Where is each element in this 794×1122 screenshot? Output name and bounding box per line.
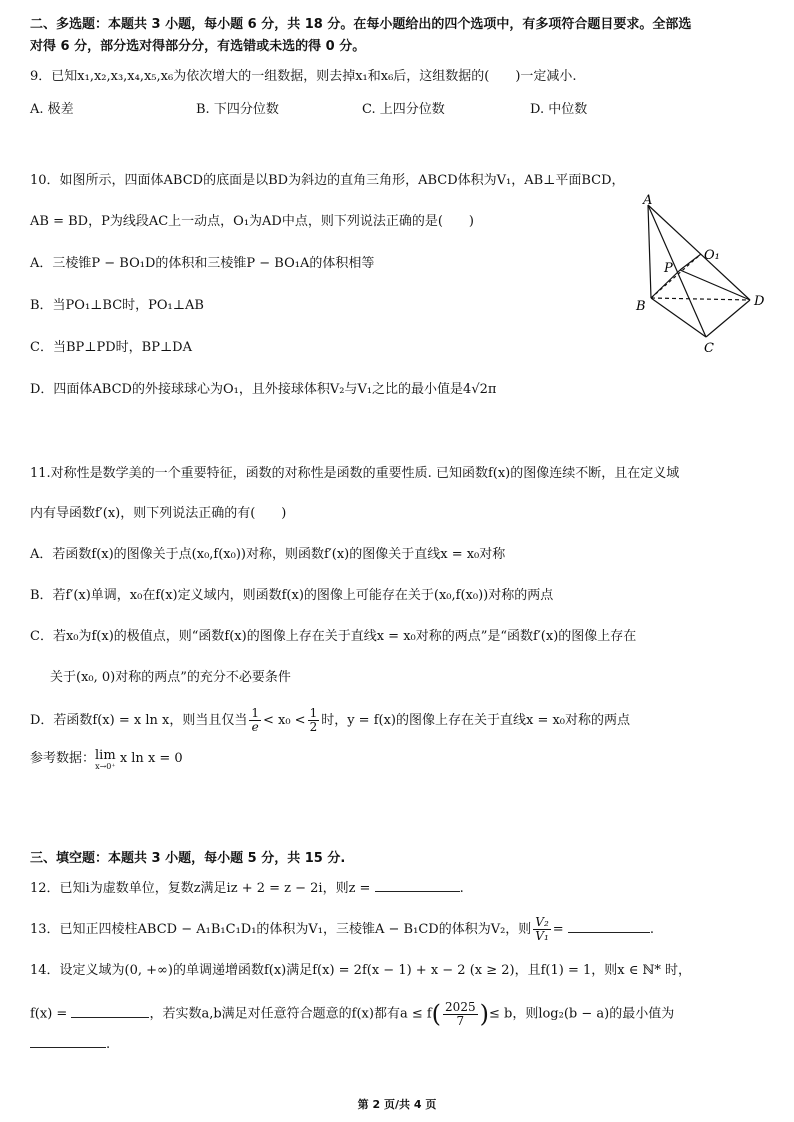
q10-stem-line1: 10．如图所示，四面体ABCD的底面是以BD为斜边的直角三角形，ABCD体积为V₁，AB⊥平面BCD， <box>30 173 625 188</box>
edge-ac <box>648 205 706 337</box>
fraction-numerator: V₂ <box>535 915 549 929</box>
limit-body: x ln x = 0 <box>119 751 183 766</box>
q11-option-c-line1: C．若x₀为f(x)的极值点，则“函数f(x)的图像上存在关于直线x = x₀对称的两点”是“函数f′(x)的图像上存在 <box>30 629 637 644</box>
edge-cd <box>706 300 750 337</box>
section-3-heading: 三、填空题：本题共 3 小题，每小题 5 分，共 15 分. <box>30 851 346 866</box>
q10-option-b: B．当PO₁⊥BC时，PO₁⊥AB <box>30 298 204 313</box>
label-a: A <box>643 193 653 208</box>
limit-subscript: x→0⁺ <box>95 762 116 771</box>
fraction-numerator: 1 <box>251 706 259 720</box>
q13: 13．已知正四棱柱ABCD − A₁B₁C₁D₁的体积为V₁，三棱锥A − B₁CD的体积为V₂，则 $\frac{\text{V₂}}{\text{V₁}}$ = . <box>30 915 654 943</box>
q10-option-d: D．四面体ABCD的外接球球心为O₁，且外接球体积V₂与V₁之比的最小值是4√2π <box>30 382 497 397</box>
q9-option-c: C. 上四分位数 <box>362 102 445 117</box>
q11-option-c-line2: 关于(x₀, 0)对称的两点”的充分不必要条件 <box>50 670 291 685</box>
fraction-numerator: 2025 <box>445 999 476 1014</box>
fraction-numerator: 1 <box>309 706 318 720</box>
q9-option-b: B. 下四分位数 <box>196 102 279 117</box>
q11-option-d-post: 时，y = f(x)的图像上存在关于直线x = x₀对称的两点 <box>321 713 631 728</box>
page-footer: 第 2 页/共 4 页 <box>357 1098 437 1111</box>
q11-reference-data <box>30 750 183 772</box>
q9-stem: 9．已知x₁,x₂,x₃,x₄,x₅,x₆为依次增大的一组数据，则去掉x₁和x₆后，这组数据的( )一定减小. <box>30 69 577 84</box>
q11-stem-line1: 11.对称性是数学美的一个重要特征，函数的对称性是函数的重要性质. 已知函数f(x)的图像连续不断，且在定义域 <box>30 466 680 481</box>
label-p: P <box>664 261 673 276</box>
edge-ab <box>648 205 651 298</box>
label-b: B <box>636 299 646 314</box>
q9-option-a: A. 极差 <box>30 102 74 117</box>
right-paren: ) <box>479 1000 489 1028</box>
q11-option-d <box>30 706 630 736</box>
edge-bd-hidden <box>651 298 750 300</box>
q13-answer-blank[interactable] <box>568 920 650 933</box>
section-2-heading-line2: 对得 6 分，部分选对得部分分，有选错或未选的得 0 分。 <box>30 39 366 54</box>
q11-option-d-pre: D．若函数f(x) = x ln x，则当且仅当 <box>30 713 248 728</box>
label-c: C <box>704 341 714 356</box>
segment-pd <box>680 270 750 300</box>
q11-option-d-mid: < x₀ < <box>262 713 306 728</box>
section-2-heading-line1: 二、多选题：本题共 3 小题，每小题 6 分，共 18 分。在每小题给出的四个选项中，有多项符合题目要求。全部选 <box>30 17 692 32</box>
q14-answer-blank-1[interactable] <box>71 1005 149 1018</box>
fraction-denominator: V₁ <box>535 929 549 943</box>
q10-option-a: A．三棱锥P − BO₁D的体积和三棱锥P − BO₁A的体积相等 <box>30 256 375 271</box>
q11-option-b: B．若f′(x)单调，x₀在f(x)定义域内，则函数f(x)的图像上可能存在关于(x₀,f(x₀))对称的两点 <box>30 588 554 603</box>
q14-line3-end: . <box>106 1037 111 1052</box>
tetrahedron-figure <box>628 190 778 358</box>
q9-option-d: D. 中位数 <box>530 102 588 117</box>
label-d: D <box>754 294 765 309</box>
q11-option-a: A．若函数f(x)的图像关于点(x₀,f(x₀))对称，则函数f′(x)的图像关于直线x = x₀对称 <box>30 547 506 562</box>
limit-expression <box>95 750 116 772</box>
label-o1: O₁ <box>704 248 720 263</box>
fraction-v2-over-v1 <box>533 916 550 943</box>
fraction-2025-over-7 <box>443 1001 478 1028</box>
left-paren: ( <box>431 1000 442 1028</box>
fraction-1-over-2 <box>308 707 320 734</box>
q12-text: 12．已知i为虚数单位，复数z满足iz + 2 = z − 2i，则z = <box>30 881 371 896</box>
fraction-denominator: 2 <box>309 720 318 734</box>
fraction-denominator: e <box>251 720 259 734</box>
q13-text: 13．已知正四棱柱ABCD − A₁B₁C₁D₁的体积为V₁，三棱锥A − B₁CD的体积为V₂，则 <box>30 922 532 937</box>
q10-stem-line2: AB = BD，P为线段AC上一动点，O₁为AD中点，则下列说法正确的是( ) <box>30 214 474 229</box>
limit-operator: lim <box>95 748 116 763</box>
q14-line2-post: ≤ b，则log₂(b − a)的最小值为 <box>488 1006 675 1022</box>
q14-line2-mid: ，若实数a,b满足对任意符合题意的f(x)都有a ≤ f <box>149 1006 432 1022</box>
q12-answer-blank[interactable] <box>375 879 460 892</box>
q14-line2 <box>30 997 674 1032</box>
q10-option-c: C．当BP⊥PD时，BP⊥DA <box>30 340 192 355</box>
fraction-denominator: 7 <box>456 1013 465 1028</box>
q14-line1: 14．设定义域为(0, +∞)的单调递增函数f(x)满足f(x) = 2f(x − 1) + x − 2 (x ≥ 2)，且f(1) = 1，则x ∈ ℕ* 时， <box>30 963 692 978</box>
q12: 12．已知i为虚数单位，复数z满足iz + 2 = z − 2i，则z = . <box>30 881 464 896</box>
q14-fx-label: f(x) = <box>30 1006 68 1022</box>
fraction-1-over-e <box>249 707 261 734</box>
q14-answer-blank-2[interactable] <box>30 1035 106 1048</box>
q11-stem-line2: 内有导函数f′(x)，则下列说法正确的有( ) <box>30 506 287 521</box>
q14-line3 <box>30 1035 110 1054</box>
reference-label: 参考数据： <box>30 751 96 766</box>
